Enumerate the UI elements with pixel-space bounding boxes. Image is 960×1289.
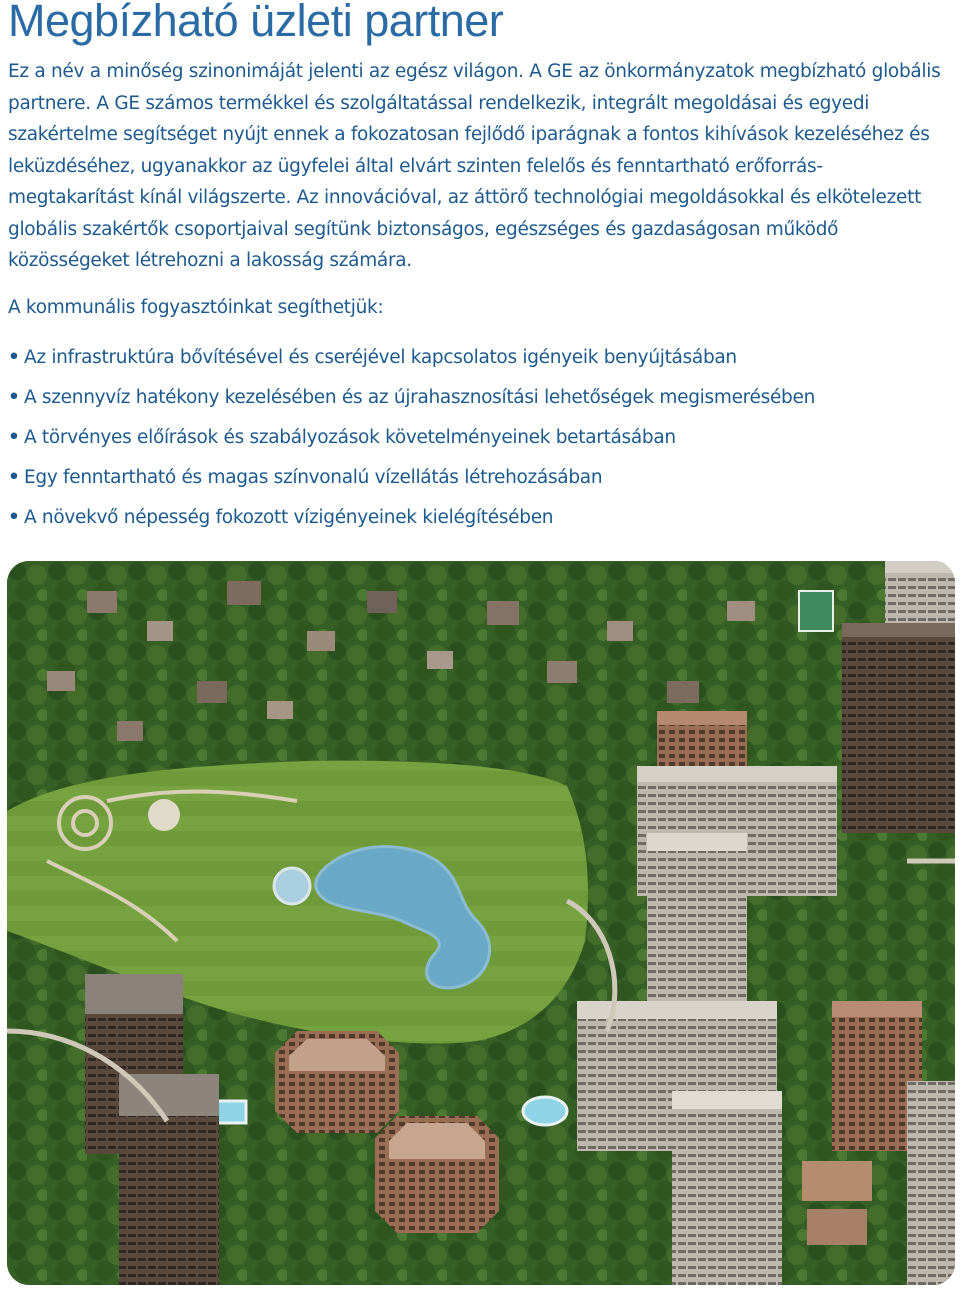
- aerial-photo-illustration: [7, 561, 955, 1285]
- fountain: [274, 868, 310, 904]
- list-item-text: A törvényes előírások és szabályozások követelményeinek betartásában: [24, 427, 676, 448]
- lead-text: A kommunális fogyasztóinkat segíthetjük:: [8, 297, 384, 318]
- bullet-icon: •: [8, 427, 20, 448]
- tennis-court: [799, 591, 833, 631]
- list-item-text: A szennyvíz hatékony kezelésében és az újrahasznosítási lehetőségek megismerésében: [24, 387, 816, 408]
- bullet-icon: •: [8, 507, 20, 528]
- page-title: Megbízható üzleti partner: [8, 0, 504, 46]
- list-item-text: Egy fenntartható és magas színvonalú vízellátás létrehozásában: [24, 467, 603, 488]
- swimming-pool: [523, 1097, 567, 1125]
- plaza: [148, 799, 180, 831]
- list-item: [8, 498, 948, 538]
- list-item-text: Az infrastruktúra bővítésével és cseréjével kapcsolatos igényeik benyújtásában: [24, 347, 737, 368]
- benefit-list: [8, 338, 948, 538]
- aerial-city-park-photo: [7, 561, 955, 1285]
- list-item: [8, 418, 948, 458]
- list-item: [8, 378, 948, 418]
- list-item: [8, 338, 948, 378]
- intro-paragraph: Ez a név a minőség szinonimáját jelenti az egész világon. A GE az önkormányzatok megbízható globális partnere. A GE számos termékkel és szolgáltatással rendelkezik, integrált megoldásai és egyedi szakértelme segítséget nyújt ennek a fokozatosan fejlődő iparágnak a fontos kihívások kezeléséhez és leküzdéséhez, ugyanakkor az ügyfelei által elvárt szinten felelős és fenntartható erőforrás-megtakarítást kínál világszerte. Az innovációval, az áttörő technológiai megoldásokkal és elkötelezett globális szakértők csoportjaival segítünk biztonságos, egészséges és gazdaságosan működő közösségeket létrehozni a lakosság számára.: [8, 61, 941, 271]
- list-item-text: A növekvő népesség fokozott vízigényeinek kielégítésében: [24, 507, 554, 528]
- bullet-icon: •: [8, 347, 20, 368]
- list-item: [8, 458, 948, 498]
- bullet-icon: •: [8, 387, 20, 408]
- bullet-icon: •: [8, 467, 20, 488]
